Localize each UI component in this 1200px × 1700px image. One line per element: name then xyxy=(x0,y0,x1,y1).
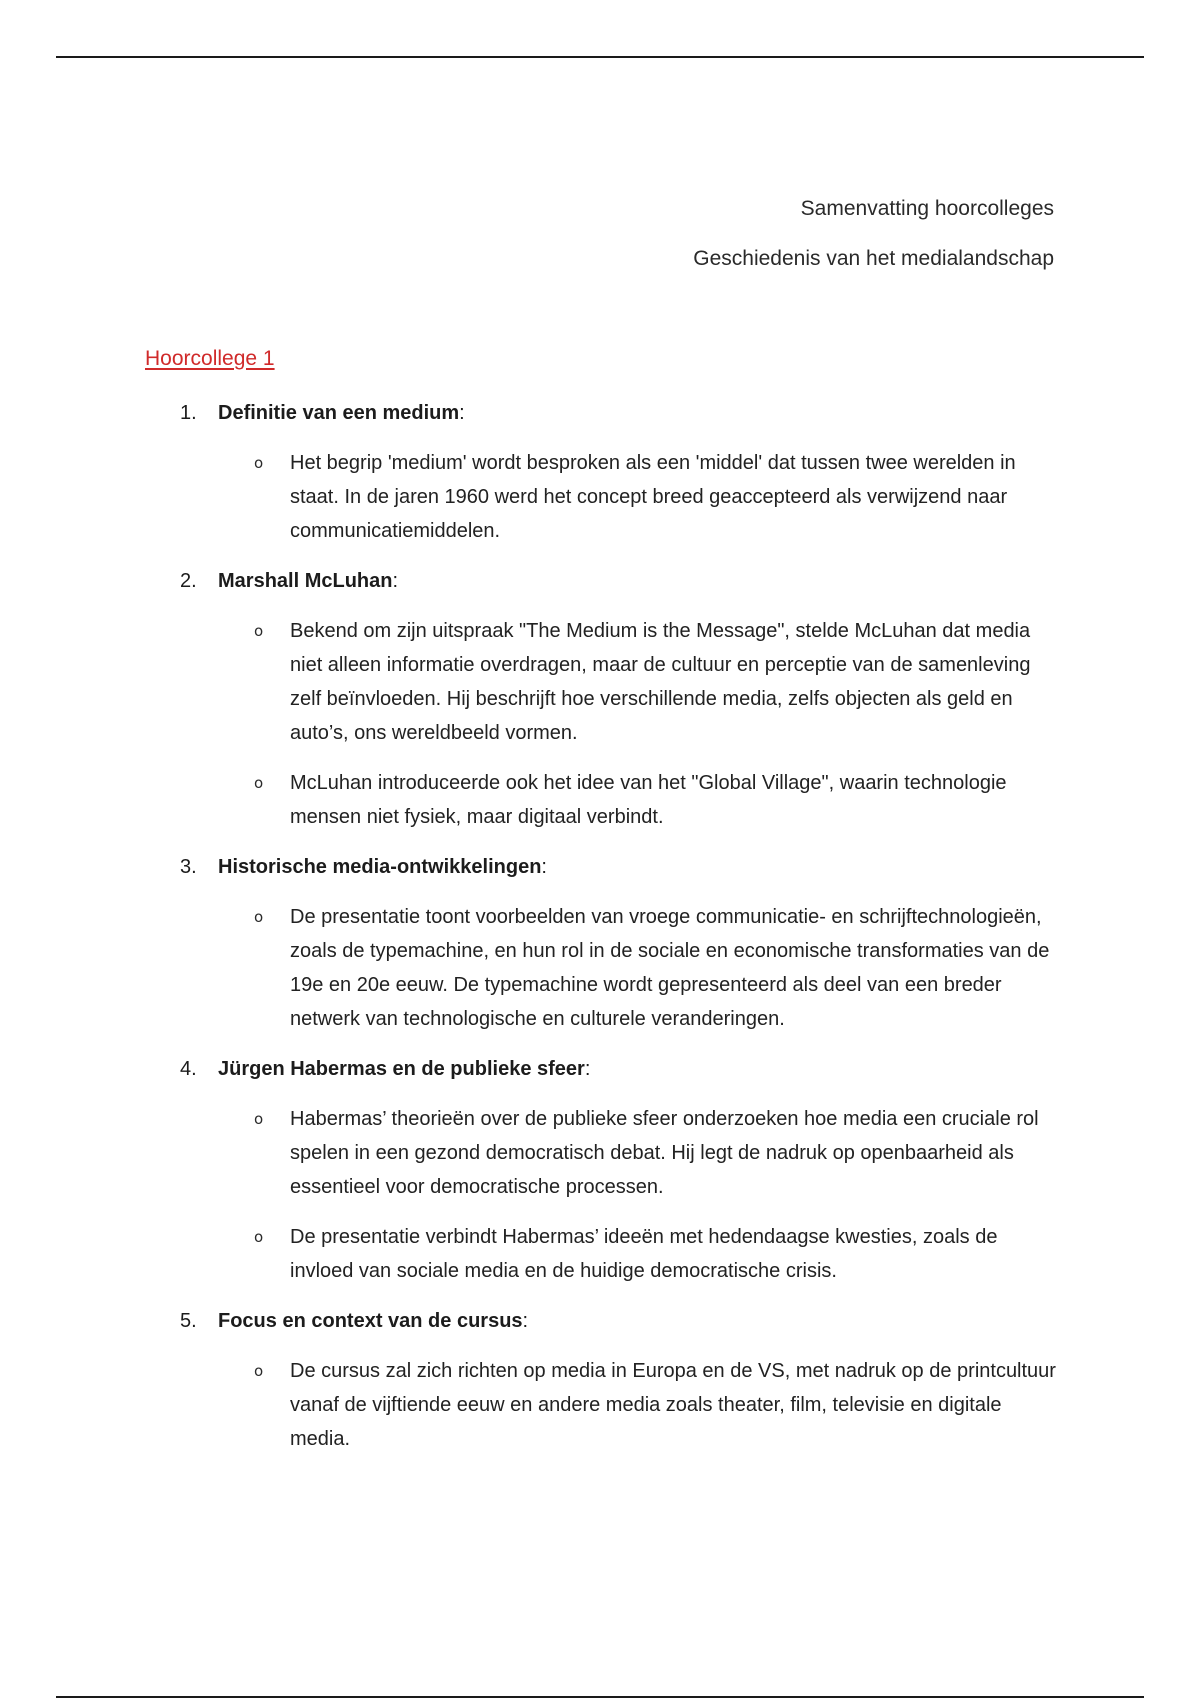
item-number: 3. xyxy=(180,856,197,878)
bottom-rule xyxy=(56,1696,1144,1698)
list-item xyxy=(0,614,1200,750)
list-item xyxy=(0,446,1200,548)
bullet-text: Habermas’ theorieën over de publieke sfeer onderzoeken hoe media een cruciale rol spelen in een gezond democratisch debat. Hij legt de nadruk op openbaarheid als essentieel voor democratische processen. xyxy=(290,1108,1039,1198)
bullet-icon: o xyxy=(254,1110,264,1128)
bullet-text: Het begrip 'medium' wordt besproken als een 'middel' dat tussen twee werelden in staat. In de jaren 1960 werd het concept breed geaccepteerd als verwijzend naar communicatiemiddelen. xyxy=(290,452,1016,542)
item-number: 4. xyxy=(180,1058,197,1080)
list-item xyxy=(0,900,1200,1036)
item-title: Marshall McLuhan: xyxy=(218,570,399,592)
list-item xyxy=(0,1354,1200,1456)
item-title: Jürgen Habermas en de publieke sfeer: xyxy=(218,1058,591,1080)
outline-item xyxy=(0,396,1200,548)
bullet-text: McLuhan introduceerde ook het idee van het "Global Village", waarin technologie mensen niet fysiek, maar digitaal verbindt. xyxy=(290,772,1007,828)
item-title: Focus en context van de cursus: xyxy=(218,1310,529,1332)
outline-item xyxy=(0,1052,1200,1288)
item-title: Definitie van een medium: xyxy=(218,402,465,424)
bullet-text: De cursus zal zich richten op media in Europa en de VS, met nadruk op de printcultuur vanaf de vijftiende eeuw en andere media zoals theater, film, televisie en digitale media. xyxy=(290,1360,1056,1450)
bullet-text: De presentatie verbindt Habermas’ ideeën met hedendaagse kwesties, zoals de invloed van sociale media en de huidige democratische crisis. xyxy=(290,1226,998,1282)
outline-item xyxy=(0,850,1200,1036)
bullet-list xyxy=(0,614,1200,834)
bullet-icon: o xyxy=(254,454,264,472)
bullet-list xyxy=(0,1102,1200,1288)
outline-item xyxy=(0,564,1200,834)
bullet-text: Bekend om zijn uitspraak "The Medium is the Message", stelde McLuhan dat media niet alleen informatie overdragen, maar de cultuur en perceptie van de samenleving zelf beïnvloeden. Hij beschrijft hoe verschillende media, zelfs objecten als geld en auto’s, ons wereldbeeld vormen. xyxy=(290,620,1031,744)
bullet-icon: o xyxy=(254,908,264,926)
bullet-list xyxy=(0,900,1200,1036)
item-number: 2. xyxy=(180,570,197,592)
top-rule xyxy=(56,56,1144,58)
numbered-outline xyxy=(0,396,1200,1472)
bullet-text: De presentatie toont voorbeelden van vroege communicatie- en schrijftechnologieën, zoals de typemachine, en hun rol in de sociale en economische transformaties van de 19e en 20e eeuw. De typemachine wordt gepresenteerd als deel van een breder netwerk van technologische en culturele veranderingen. xyxy=(290,906,1050,1030)
bullet-list xyxy=(0,446,1200,548)
bullet-icon: o xyxy=(254,1228,264,1246)
item-title: Historische media-ontwikkelingen: xyxy=(218,856,547,878)
item-number: 1. xyxy=(180,402,197,424)
item-number: 5. xyxy=(180,1310,197,1332)
outline-item xyxy=(0,1304,1200,1456)
list-item xyxy=(0,1220,1200,1288)
document-title: Samenvatting hoorcolleges xyxy=(800,197,1054,220)
bullet-icon: o xyxy=(254,774,264,792)
bullet-list xyxy=(0,1354,1200,1456)
bullet-icon: o xyxy=(254,1362,264,1380)
document-subtitle: Geschiedenis van het medialandschap xyxy=(693,247,1054,270)
list-item xyxy=(0,766,1200,834)
bullet-icon: o xyxy=(254,622,264,640)
section-heading: Hoorcollege 1 xyxy=(145,347,275,370)
list-item xyxy=(0,1102,1200,1204)
